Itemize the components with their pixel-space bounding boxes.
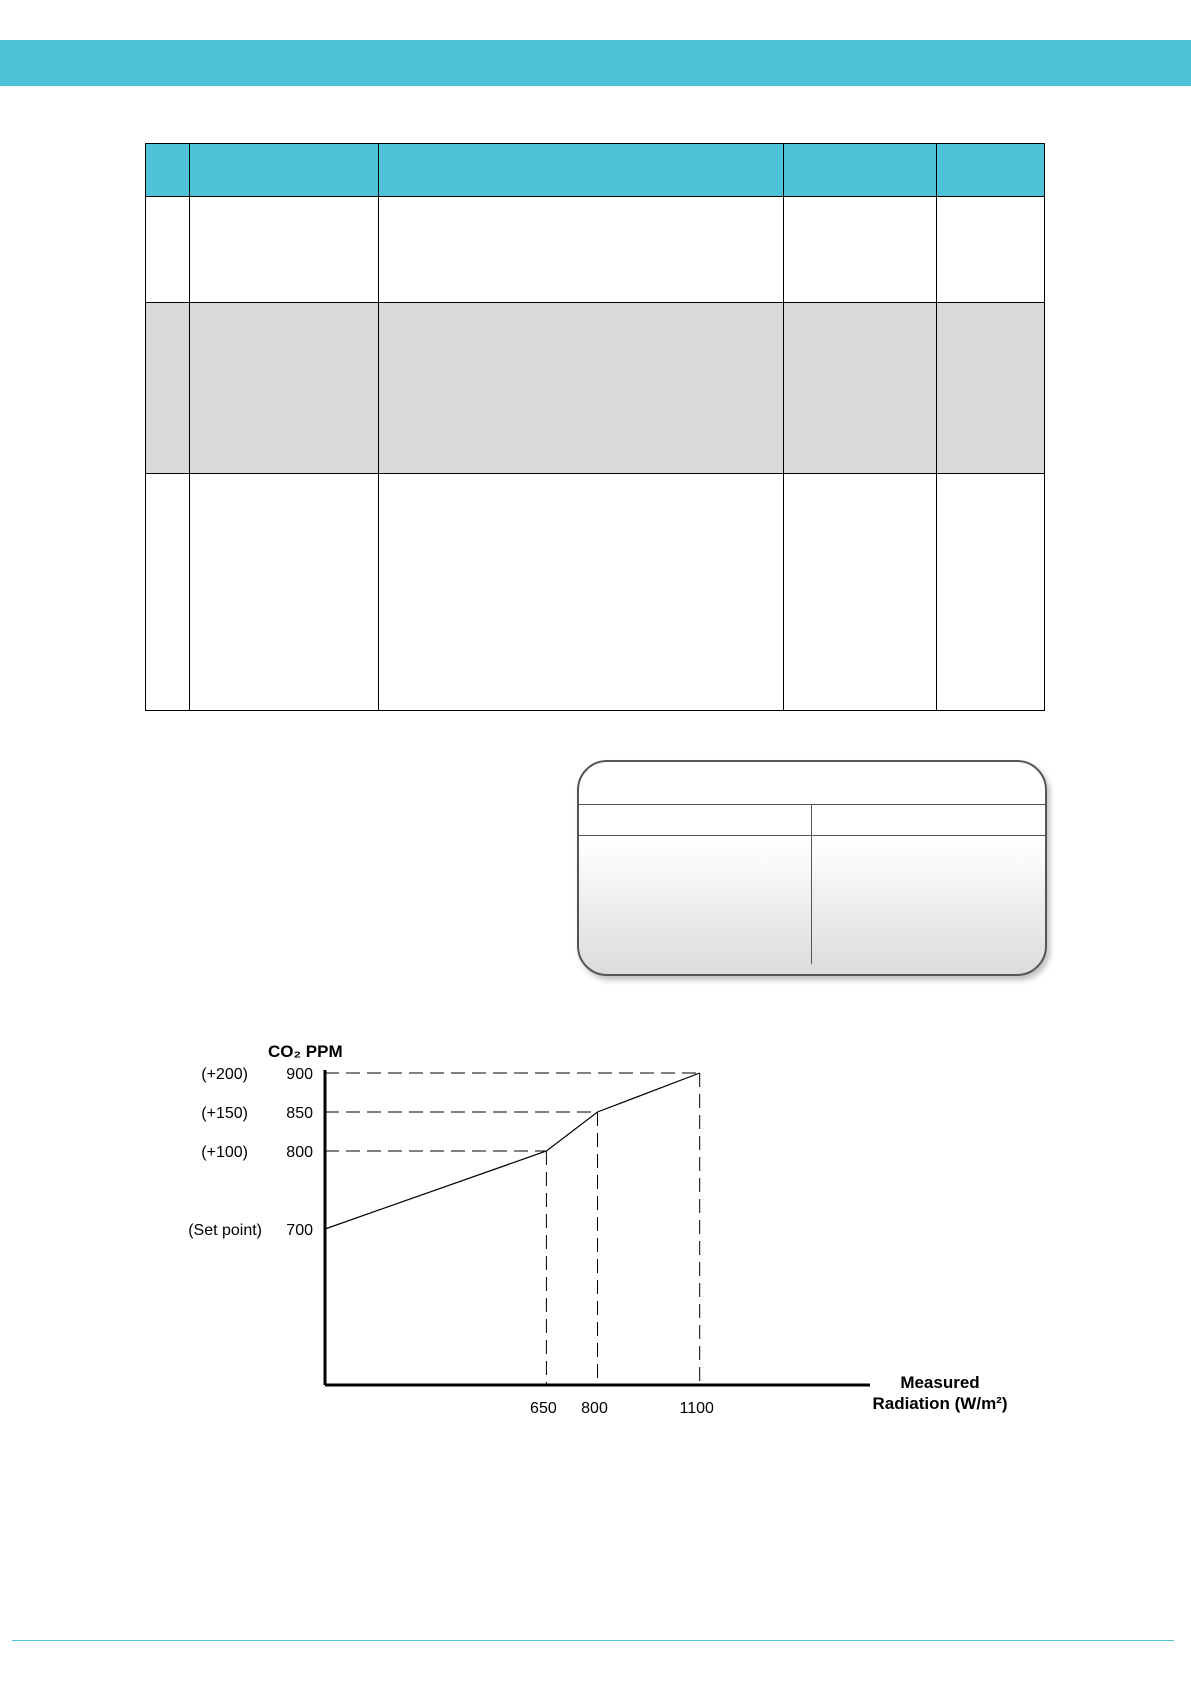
- table-cell: [190, 303, 379, 474]
- y-annotation: (Set point): [188, 1222, 262, 1239]
- table-row: [146, 197, 1045, 303]
- y-annotation: (+100): [201, 1144, 248, 1161]
- info-box-header-row: [579, 804, 1045, 836]
- info-box-title-area: [579, 762, 1045, 805]
- table-cell: [784, 303, 937, 474]
- table-cell: [146, 197, 190, 303]
- x-tick-label: 650: [530, 1400, 557, 1417]
- table-cell: [190, 197, 379, 303]
- x-axis-title-line2: Radiation (W/m²): [872, 1394, 1008, 1413]
- dashed-guides: [325, 1073, 700, 1385]
- y-tick-label: 800: [286, 1144, 313, 1161]
- parameter-table: [145, 143, 1045, 711]
- table-cell: [379, 474, 784, 711]
- table-cell: [784, 197, 937, 303]
- table-cell: [379, 197, 784, 303]
- y-annotation: (+150): [201, 1105, 248, 1122]
- x-tick-label: 1100: [679, 1400, 714, 1417]
- tick-labels: [286, 1066, 714, 1417]
- series-line: [325, 1073, 700, 1229]
- y-annotations: [188, 1066, 262, 1239]
- x-axis-title-line1: Measured: [900, 1373, 980, 1392]
- table-header-row: [146, 144, 1045, 197]
- table-row: [146, 303, 1045, 474]
- info-box: [577, 760, 1047, 976]
- table-cell: [146, 474, 190, 711]
- footer-line: [12, 1640, 1174, 1641]
- series-group: [325, 1073, 700, 1229]
- table-header-cell: [146, 144, 190, 197]
- y-tick-label: 700: [286, 1222, 313, 1239]
- table-header-cell: [937, 144, 1045, 197]
- table-cell: [379, 303, 784, 474]
- table-cell: [784, 474, 937, 711]
- info-box-column-divider: [811, 804, 812, 964]
- table-header-cell: [190, 144, 379, 197]
- y-axis-title: CO₂ PPM: [268, 1042, 343, 1061]
- table-cell: [937, 474, 1045, 711]
- table-cell: [146, 303, 190, 474]
- co2-radiation-chart: [170, 1030, 1030, 1450]
- y-tick-label: 850: [286, 1105, 313, 1122]
- x-tick-label: 800: [581, 1400, 608, 1417]
- y-tick-label: 900: [286, 1066, 313, 1083]
- table-header-cell: [784, 144, 937, 197]
- table-header-cell: [379, 144, 784, 197]
- table-row: [146, 474, 1045, 711]
- table-cell: [190, 474, 379, 711]
- table-cell: [937, 197, 1045, 303]
- table-cell: [937, 303, 1045, 474]
- header-bar: [0, 40, 1191, 86]
- y-annotation: (+200): [201, 1066, 248, 1083]
